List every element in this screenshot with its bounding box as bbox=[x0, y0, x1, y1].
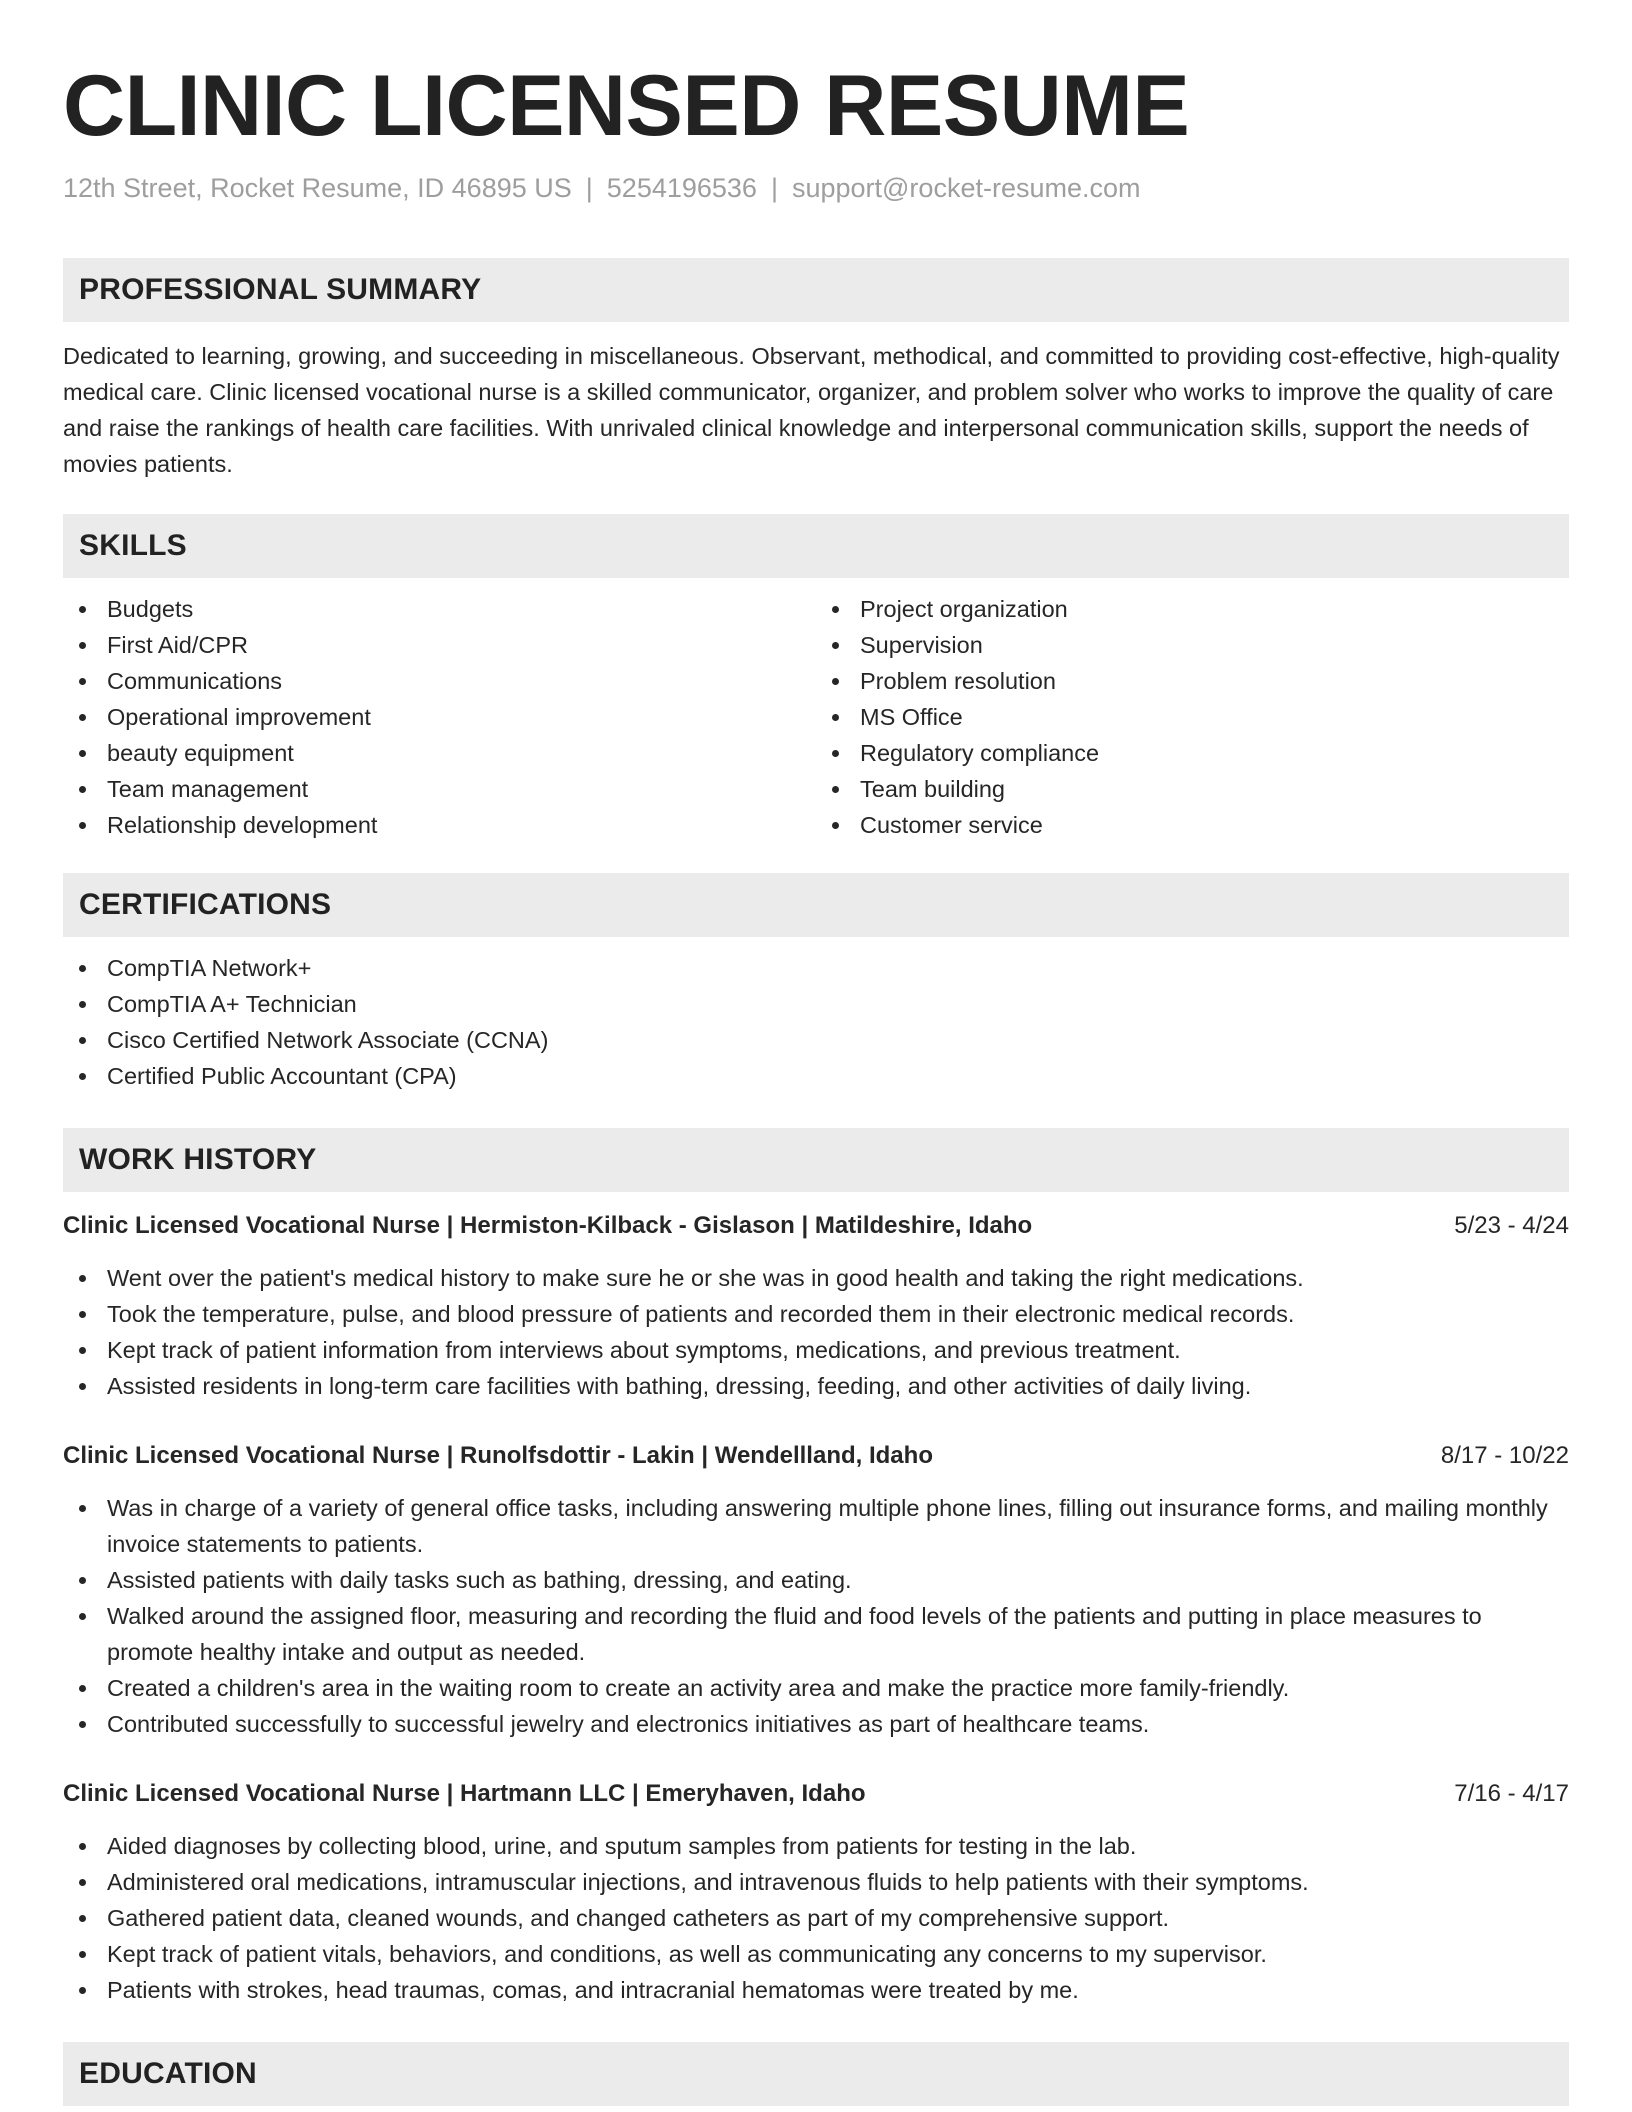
skills-grid bbox=[63, 578, 1569, 843]
list-item: Walked around the assigned floor, measuring and recording the fluid and food levels of the patients and putting in place measures to promote healthy intake and output as needed. bbox=[63, 1598, 1569, 1670]
contact-address: 12th Street, Rocket Resume, ID 46895 US bbox=[63, 173, 572, 203]
list-item: Relationship development bbox=[63, 807, 816, 843]
contact-email: support@rocket-resume.com bbox=[791, 173, 1141, 203]
list-item: Went over the patient's medical history to make sure he or she was in good health and taking the right medications. bbox=[63, 1260, 1569, 1296]
list-item: First Aid/CPR bbox=[63, 627, 816, 663]
job-entry bbox=[63, 1438, 1569, 1742]
job-entry bbox=[63, 1776, 1569, 2008]
job-title: Clinic Licensed Vocational Nurse | Hartmann LLC | Emeryhaven, Idaho bbox=[63, 1780, 866, 1807]
list-item: Budgets bbox=[63, 591, 816, 627]
list-item: Assisted residents in long-term care facilities with bathing, dressing, feeding, and other activities of daily living. bbox=[63, 1368, 1569, 1404]
list-item: Contributed successfully to successful jewelry and electronics initiatives as part of healthcare teams. bbox=[63, 1706, 1569, 1742]
list-item: Team management bbox=[63, 771, 816, 807]
contact-line bbox=[63, 170, 1569, 206]
job-entry bbox=[63, 1208, 1569, 1404]
job-header bbox=[63, 1208, 1569, 1244]
list-item: Operational improvement bbox=[63, 699, 816, 735]
job-header bbox=[63, 1776, 1569, 1812]
list-item: Took the temperature, pulse, and blood pressure of patients and recorded them in their electronic medical records. bbox=[63, 1296, 1569, 1332]
list-item: beauty equipment bbox=[63, 735, 816, 771]
list-item: Supervision bbox=[816, 627, 1569, 663]
list-item: MS Office bbox=[816, 699, 1569, 735]
job-bullets bbox=[63, 1812, 1569, 2008]
list-item: Project organization bbox=[816, 591, 1569, 627]
job-bullets bbox=[63, 1244, 1569, 1404]
list-item: Assisted patients with daily tasks such as bathing, dressing, and eating. bbox=[63, 1562, 1569, 1598]
contact-separator: | bbox=[585, 173, 593, 203]
certifications-section bbox=[63, 873, 1569, 1094]
list-item: Was in charge of a variety of general office tasks, including answering multiple phone lines, filling out insurance forms, and mailing monthly invoice statements to patients. bbox=[63, 1490, 1569, 1562]
job-dates: 7/16 - 4/17 bbox=[1454, 1780, 1569, 1807]
summary-heading: PROFESSIONAL SUMMARY bbox=[63, 258, 1569, 322]
contact-separator: | bbox=[770, 173, 778, 203]
list-item: Administered oral medications, intramuscular injections, and intravenous fluids to help patients with their symptoms. bbox=[63, 1864, 1569, 1900]
summary-section bbox=[63, 258, 1569, 482]
job-title: Clinic Licensed Vocational Nurse | Runolfsdottir - Lakin | Wendellland, Idaho bbox=[63, 1442, 933, 1469]
skills-list-right bbox=[816, 591, 1569, 843]
list-item: Communications bbox=[63, 663, 816, 699]
list-item: Kept track of patient information from interviews about symptoms, medications, and previous treatment. bbox=[63, 1332, 1569, 1368]
work-history-section bbox=[63, 1128, 1569, 2008]
certifications-heading: CERTIFICATIONS bbox=[63, 873, 1569, 937]
job-dates: 8/17 - 10/22 bbox=[1440, 1442, 1569, 1469]
skills-list-left bbox=[63, 591, 816, 843]
job-bullets bbox=[63, 1474, 1569, 1742]
list-item: Team building bbox=[816, 771, 1569, 807]
list-item: CompTIA A+ Technician bbox=[63, 986, 1569, 1022]
list-item: Customer service bbox=[816, 807, 1569, 843]
skills-section bbox=[63, 514, 1569, 843]
job-header bbox=[63, 1438, 1569, 1474]
list-item: Kept track of patient vitals, behaviors, and conditions, as well as communicating any concerns to my supervisor. bbox=[63, 1936, 1569, 1972]
list-item: Gathered patient data, cleaned wounds, and changed catheters as part of my comprehensive support. bbox=[63, 1900, 1569, 1936]
list-item: Cisco Certified Network Associate (CCNA) bbox=[63, 1022, 1569, 1058]
job-dates: 5/23 - 4/24 bbox=[1454, 1212, 1569, 1239]
summary-text: Dedicated to learning, growing, and succeeding in miscellaneous. Observant, methodical, and committed to providing cost-effective, high-quality medical care. Clinic licensed vocational nurse is a skilled communicator, organizer, and problem solver who works to improve the quality of care and raise the rankings of health care facilities. With unrivaled clinical knowledge and interpersonal communication skills, support the needs of movies patients. bbox=[63, 343, 1560, 477]
education-section bbox=[63, 2042, 1569, 2106]
resume-title: CLINIC LICENSED RESUME bbox=[63, 58, 1190, 154]
list-item: Regulatory compliance bbox=[816, 735, 1569, 771]
list-item: Problem resolution bbox=[816, 663, 1569, 699]
work-history-heading: WORK HISTORY bbox=[63, 1128, 1569, 1192]
list-item: CompTIA Network+ bbox=[63, 950, 1569, 986]
job-title: Clinic Licensed Vocational Nurse | Hermiston-Kilback - Gislason | Matildeshire, Idaho bbox=[63, 1212, 1033, 1239]
contact-phone: 5254196536 bbox=[606, 173, 757, 203]
list-item: Patients with strokes, head traumas, comas, and intracranial hematomas were treated by me. bbox=[63, 1972, 1569, 2008]
certifications-list bbox=[63, 937, 1569, 1094]
list-item: Created a children's area in the waiting room to create an activity area and make the practice more family-friendly. bbox=[63, 1670, 1569, 1706]
education-heading: EDUCATION bbox=[63, 2042, 1569, 2106]
list-item: Aided diagnoses by collecting blood, urine, and sputum samples from patients for testing in the lab. bbox=[63, 1828, 1569, 1864]
list-item: Certified Public Accountant (CPA) bbox=[63, 1058, 1569, 1094]
skills-heading: SKILLS bbox=[63, 514, 1569, 578]
